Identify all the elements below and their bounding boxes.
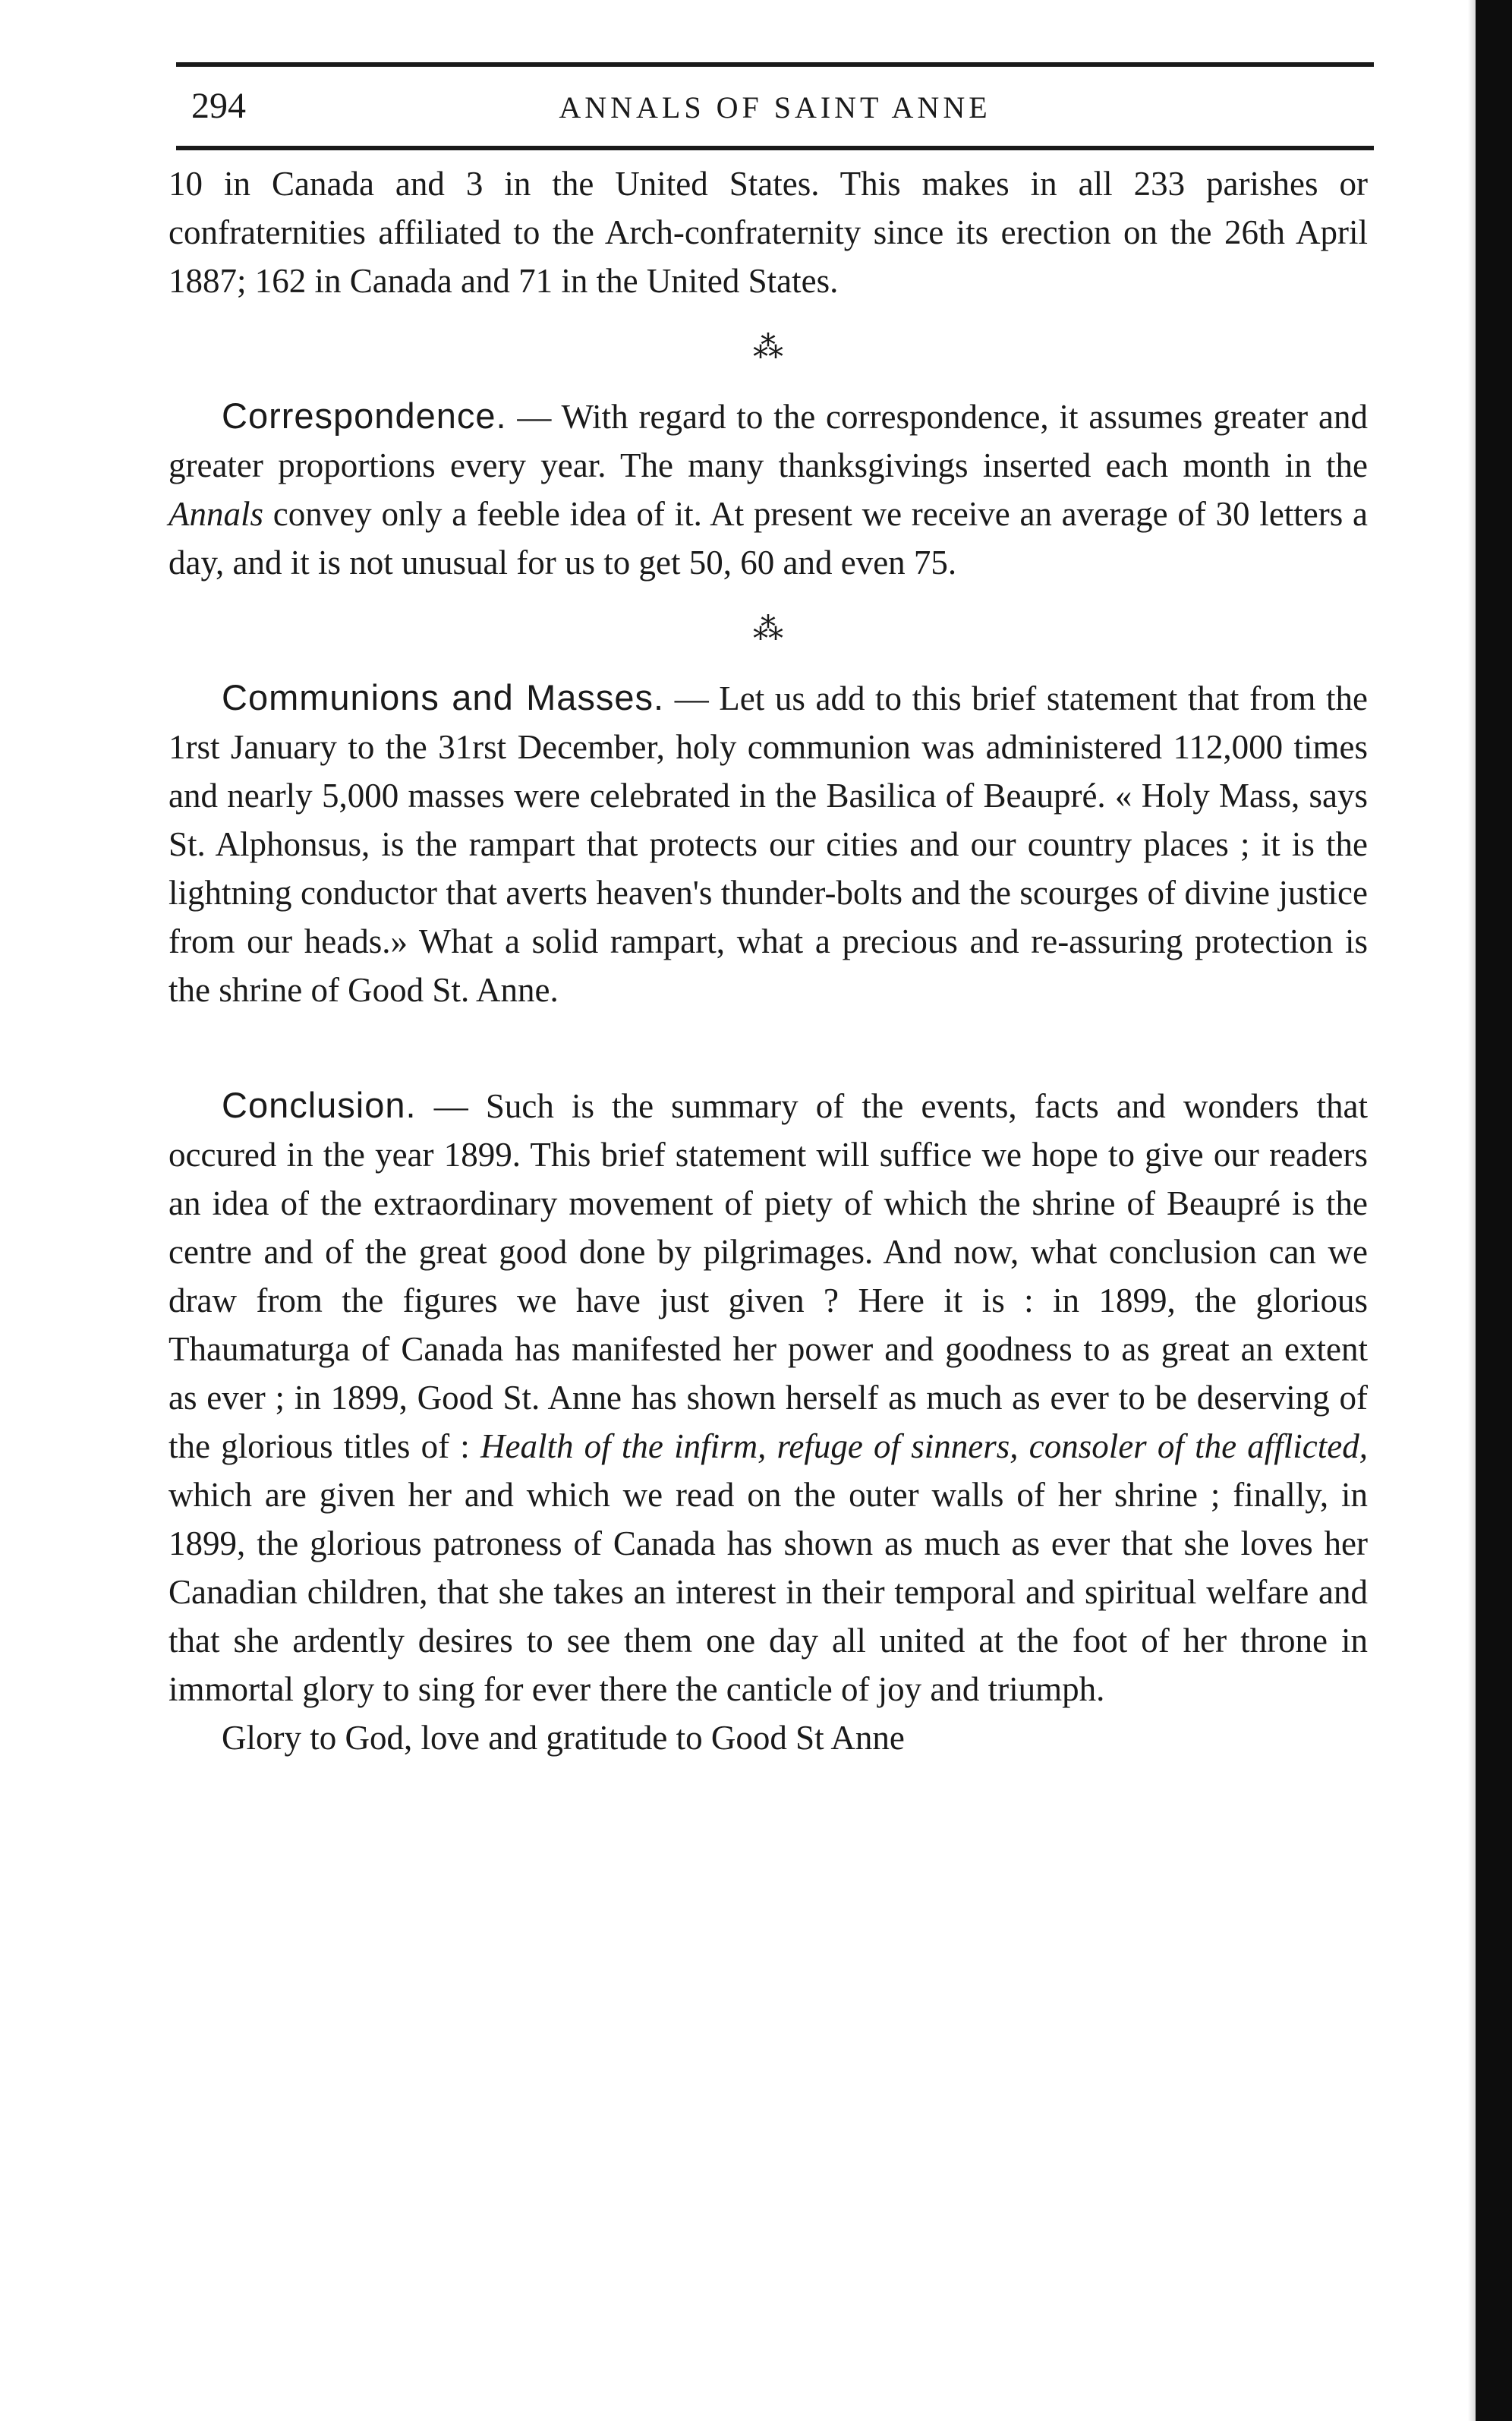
intro-paragraph: 10 in Canada and 3 in the United States. This makes in all 233 parishes or confraternities affiliated to the Arch-confraternity since its erection on the 26th April 1887; 162 in Canada and 71 in the United States.	[169, 165, 1368, 300]
correspondence-text-2: convey only a feeble idea of it. At present we receive an average of 30 letters a day, and it is not unusual for us to get 50, 60 and even 75.	[169, 495, 1368, 582]
section-spacer	[169, 1014, 1368, 1081]
communions-heading: Communions and Masses.	[222, 677, 665, 717]
correspondence-paragraph	[169, 392, 1368, 587]
communions-paragraph	[169, 673, 1368, 1014]
correspondence-text-1: — With regard to the correspondence, it assumes greater and greater proportions every year. The many thanksgivings inserted each month in the	[169, 398, 1368, 484]
section-ornament-icon: ⁂	[753, 330, 783, 364]
correspondence-italic: Annals	[169, 495, 264, 533]
conclusion-heading: Conclusion.	[222, 1085, 417, 1125]
conclusion-text-2: which are given her and which we read on the outer walls of her shrine ; finally, in 1899, the glorious patroness of Canada has shown as much as ever that she loves her Canadian children, that she takes an interest in their temporal and spiritual welfare and that she ardently desires to see them one day all united at the foot of her throne in immortal glory to sing for ever there the canticle of joy and triumph.	[169, 1476, 1368, 1708]
page-header	[176, 85, 1374, 138]
closing-line: Glory to God, love and gratitude to Good St Anne	[222, 1719, 905, 1757]
page-body	[169, 159, 1368, 1762]
page-edge-shadow	[1468, 0, 1476, 2421]
running-head: ANNALS OF SAINT ANNE	[559, 90, 991, 125]
header-rule-top	[176, 62, 1374, 67]
conclusion-italic: Health of the infirm, refuge of sinners, consoler of the afflicted,	[480, 1427, 1368, 1465]
scan-edge	[1476, 0, 1512, 2421]
header-rule-bottom	[176, 146, 1374, 150]
correspondence-heading: Correspondence.	[222, 396, 507, 436]
section-ornament-icon: ⁂	[753, 612, 783, 646]
page-number: 294	[191, 86, 246, 126]
conclusion-paragraph	[169, 1081, 1368, 1713]
conclusion-text-1: — Such is the summary of the events, facts and wonders that occured in the year 1899. This brief statement will suffice we hope to give our readers an idea of the extraordinary movement of piety of which the shrine of Beaupré is the centre and of the great good done by pilgrimages. And now, what conclusion can we draw from the figures we have just given ? Here it is : in 1899, the glorious Thaumaturga of Canada has manifested her power and goodness to as great an extent as ever ; in 1899, Good St. Anne has shown herself as much as ever to be deserving of the glorious titles of :	[169, 1087, 1368, 1465]
communions-text: — Let us add to this brief statement that from the 1rst January to the 31rst December, holy communion was administered 112,000 times and nearly 5,000 masses were celebrated in the Basilica of Beaupré. « Holy Mass, says St. Alphonsus, is the rampart that protects our cities and our country places ; it is the lightning conductor that averts heaven's thunder-bolts and the scourges of divine justice from our heads.» What a solid rampart, what a precious and re-assuring protection is the shrine of Good St. Anne.	[169, 679, 1368, 1009]
